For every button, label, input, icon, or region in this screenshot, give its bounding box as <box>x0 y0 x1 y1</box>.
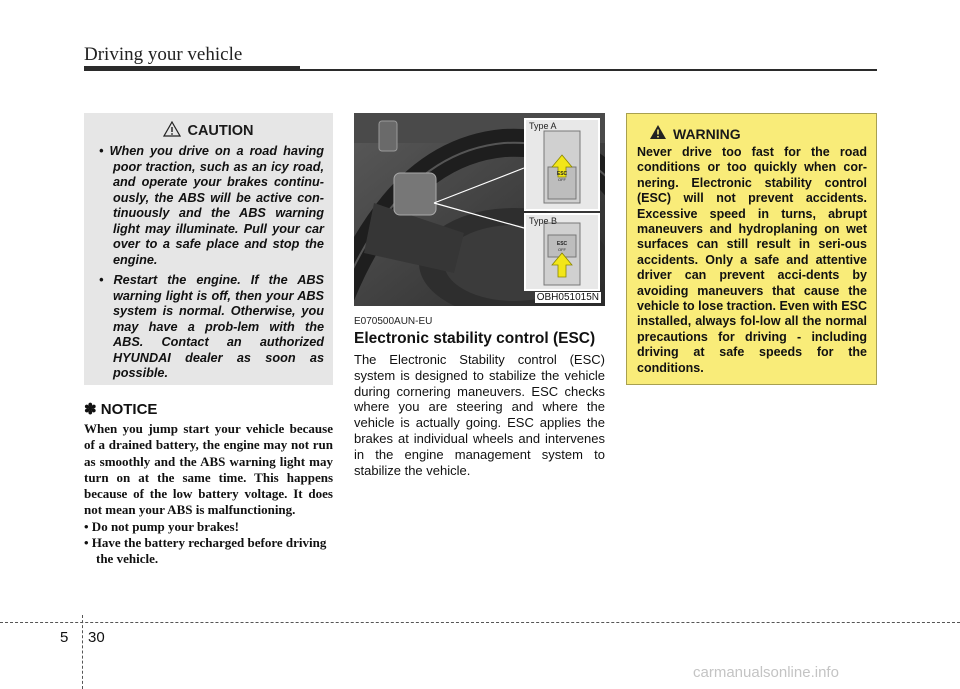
caution-title: CAUTION <box>187 123 254 139</box>
page-header-title: Driving your vehicle <box>84 44 243 65</box>
warning-triangle-icon <box>649 124 667 143</box>
caution-heading <box>93 121 324 141</box>
off-button-label-a: OFF <box>558 177 566 182</box>
steering-wheel-figure <box>354 113 605 306</box>
type-a-label: Type A <box>529 121 557 131</box>
caution-item: • Restart the engine. If the ABS warning light is off, then your ABS system is normal. Otherwise, you may have a prob-lem with the ABS. Contact an authorized HYUNDAI dealer as soon as possible. <box>99 273 324 380</box>
header-rule-thin <box>300 69 877 71</box>
caution-item: • When you drive on a road having poor traction, such as an icy road, and operate your brakes continu-ously, the ABS will be active con-tinuously and the ABS warning light may illuminate. Pull your car over to a safe place and stop the engine. <box>99 144 324 267</box>
notice-bullet: • Do not pump your brakes! <box>84 518 239 534</box>
notice-title: ✽ NOTICE <box>84 401 158 418</box>
header-rule <box>84 66 300 71</box>
type-b-label: Type B <box>529 216 558 226</box>
section-body: The Electronic Stability control (ESC) system is designed to stabilize the vehicle during cornering maneuvers. ESC checks where you are steering and where the vehicle is actually going. ESC applies the brakes at individual wheels and intervenes in the engine management system to stabilize the vehicle. <box>354 352 605 478</box>
page-number: 30 <box>88 629 105 646</box>
section-number: 5 <box>60 629 69 646</box>
caution-triangle-icon <box>163 121 181 141</box>
watermark: carmanualsonline.info <box>693 664 839 681</box>
warning-body: Never drive too fast for the road conditions or too quickly when cor-nering. Electronic stability control (ESC) will not prevent accidents. Excessive speed in turns, abrupt maneuvers and hydroplaning on wet surfaces can still result in seri-ous accidents. Only a safe and attentive driver can prevent acci-dents by avoiding maneuvers that cause the vehicle to lose traction. Even with ESC installed, always fol-low all the normal precautions for driving - including driving at safe speeds for the conditions. <box>637 145 867 375</box>
esc-button-label-b: ESC <box>556 241 568 247</box>
footer-divider <box>82 615 83 689</box>
notice-text: When you jump start your vehicle because of a drained battery, the engine may not run as smoothly and the ABS warning light may turn on at the same time. This happens because of the low battery voltage. It does not mean your ABS is malfunctioning. <box>84 421 333 518</box>
warning-box <box>626 113 877 385</box>
steering-wheel-illustration <box>354 113 605 306</box>
footer-rule <box>0 622 960 623</box>
notice-body <box>84 421 333 568</box>
figure-code: OBH051015N <box>536 292 599 303</box>
esc-button-label-a: ESC <box>556 171 568 177</box>
caution-box <box>84 113 333 385</box>
section-code: E070500AUN-EU <box>354 316 433 327</box>
warning-title: WARNING <box>673 125 741 142</box>
off-button-label-b: OFF <box>558 247 566 252</box>
notice-bullet: • Have the battery recharged before driving the vehicle. <box>84 535 327 567</box>
warning-heading <box>649 124 867 143</box>
section-title: Electronic stability control (ESC) <box>354 330 596 347</box>
